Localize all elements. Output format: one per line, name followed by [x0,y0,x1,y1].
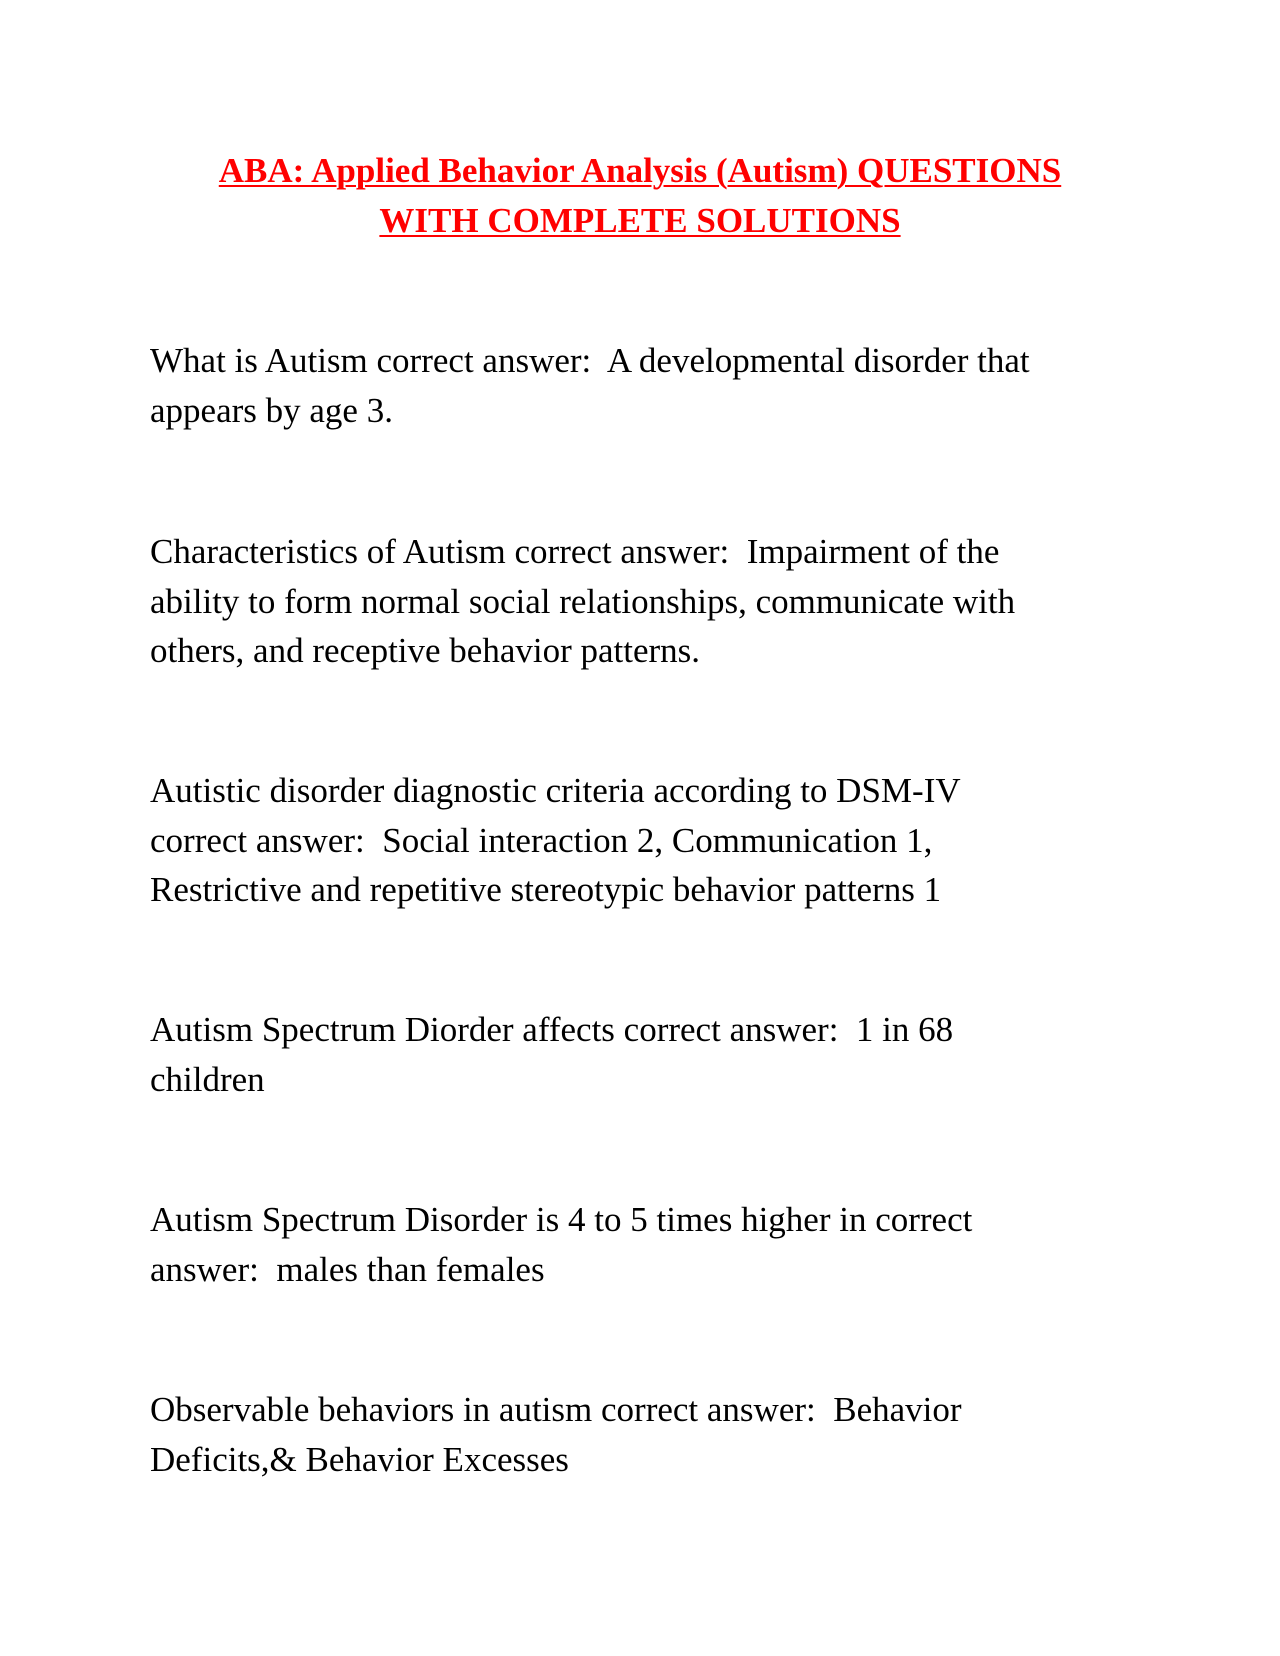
qa-entry [150,336,1150,435]
qa-text-line: answer: males than females [150,1249,545,1289]
qa-text-line: others, and receptive behavior patterns. [150,631,701,670]
qa-text-line: Restrictive and repetitive stereotypic behavior patterns 1 [150,870,942,909]
document-title [150,146,1130,246]
qa-entry [150,1195,1150,1294]
qa-entry [150,766,1150,915]
qa-entry [150,527,1150,676]
qa-entry [150,1005,1150,1104]
qa-text-line: Autistic disorder diagnostic criteria according to DSM-IV [150,771,961,810]
qa-text-line: What is Autism correct answer: A developmental disorder that [150,341,1030,380]
qa-text-line: Characteristics of Autism correct answer: Impairment of the [150,532,1000,571]
qa-text-line: correct answer: Social interaction 2, Communication 1, [150,820,933,860]
qa-text-line: children [150,1059,265,1099]
title-line: ABA: Applied Behavior Analysis (Autism) QUESTIONS [218,151,1062,190]
qa-text-line: appears by age 3. [150,390,393,430]
qa-text-line: Observable behaviors in autism correct answer: Behavior [150,1390,962,1429]
qa-text-line: Deficits,& Behavior Excesses [150,1439,569,1479]
qa-text-line: ability to form normal social relationships, communicate with [150,581,1016,621]
title-line: WITH COMPLETE SOLUTIONS [379,201,901,240]
qa-text-line: Autism Spectrum Diorder affects correct answer: 1 in 68 [150,1010,954,1049]
qa-entry [150,1385,1150,1484]
qa-text-line: Autism Spectrum Disorder is 4 to 5 times higher in correct [150,1200,973,1239]
